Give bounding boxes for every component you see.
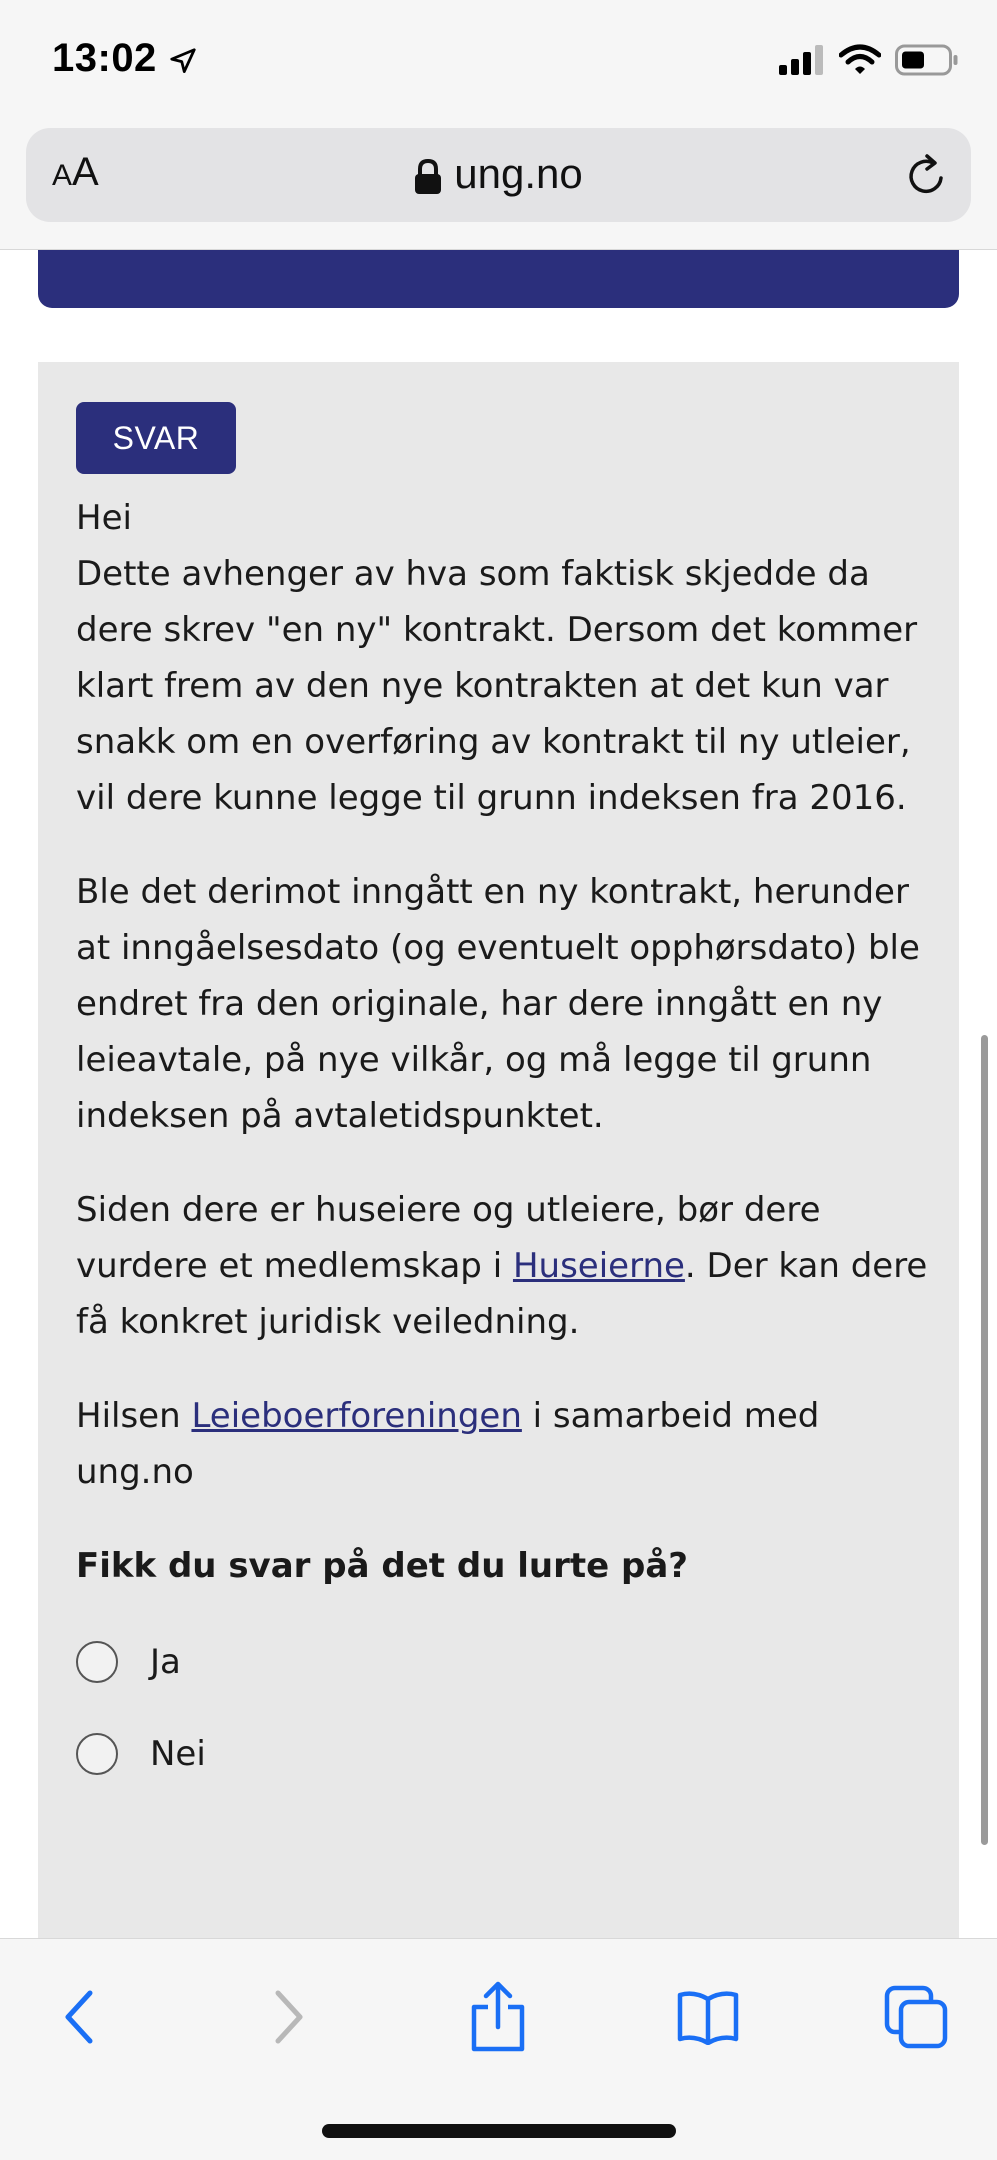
share-button[interactable] (460, 1979, 536, 2055)
signoff-text-end: i samarbeid med ung.no (76, 1396, 820, 1492)
answer-content (76, 490, 936, 1800)
lock-icon (414, 159, 442, 195)
battery-icon (895, 44, 959, 76)
bookmarks-icon (676, 1989, 740, 2045)
tabs-icon (883, 1984, 949, 2050)
paragraph-3-text-start: Siden dere er huseiere og utleiere, bør dere vurdere et medlemskap i (76, 1190, 821, 1286)
location-arrow-icon (168, 46, 198, 76)
text-size-small-label: A (52, 159, 73, 192)
radio-ja[interactable] (76, 1641, 118, 1683)
url-text: ung.no (454, 150, 583, 197)
header-banner (38, 250, 959, 308)
answer-greeting: Hei (76, 498, 132, 538)
reload-icon[interactable] (903, 152, 951, 200)
huseierne-link[interactable]: Huseierne (512, 1246, 685, 1286)
status-icons (779, 44, 959, 76)
answer-paragraph-1: Dette avhenger av hva som faktisk skjedde da dere skrev "en ny" kontrakt. Dersom det kommer klart frem av den nye kontrakten at det kun var snakk om en overføring av kontrakt til ny utleier, vil dere kunne legge til grunn indeksen fra 2016. (76, 554, 918, 818)
share-icon (468, 1981, 528, 2053)
tabs-button[interactable] (878, 1979, 954, 2055)
feedback-question: Fikk du svar på det du lurte på? (76, 1546, 689, 1586)
cellular-signal-icon (779, 45, 825, 75)
status-time: 13:02 (52, 36, 157, 80)
feedback-option-nei[interactable] (76, 1708, 936, 1800)
back-icon (60, 1987, 100, 2047)
answer-paragraph-2: Ble det derimot inngått en ny kontrakt, herunder at inngåelsesdato (og eventuelt opphørsdato) ble endret fra den originale, har dere inngått en ny leieavtale, på nye vilkår, og må legge til grunn indeksen på avtaletidspunktet. (76, 872, 920, 1136)
status-bar (0, 0, 997, 120)
radio-nei[interactable] (76, 1733, 118, 1775)
answer-panel (38, 362, 959, 1942)
paragraph-3-text-end: . Der kan dere få konkret juridisk veiledning. (76, 1246, 928, 1342)
feedback-option-ja[interactable] (76, 1616, 936, 1708)
forward-button[interactable] (250, 1979, 326, 2055)
radio-nei-label: Nei (150, 1734, 206, 1774)
home-indicator (322, 2124, 676, 2138)
back-button[interactable] (42, 1979, 118, 2055)
leieboerforeningen-link[interactable]: Leieboerforeningen (191, 1396, 522, 1436)
wifi-icon (839, 44, 881, 76)
answer-paragraph-3 (76, 1182, 936, 1350)
answer-signoff (76, 1388, 936, 1500)
text-size-big-label: A (72, 150, 99, 194)
browser-chrome-top (0, 120, 997, 250)
radio-ja-label: Ja (150, 1642, 181, 1682)
url-display[interactable] (26, 150, 971, 198)
address-bar[interactable] (26, 128, 971, 222)
answer-badge: SVAR (76, 402, 236, 474)
signoff-text-start: Hilsen (76, 1396, 192, 1436)
scroll-indicator (981, 1035, 988, 1845)
forward-icon (268, 1987, 308, 2047)
bookmarks-button[interactable] (670, 1979, 746, 2055)
